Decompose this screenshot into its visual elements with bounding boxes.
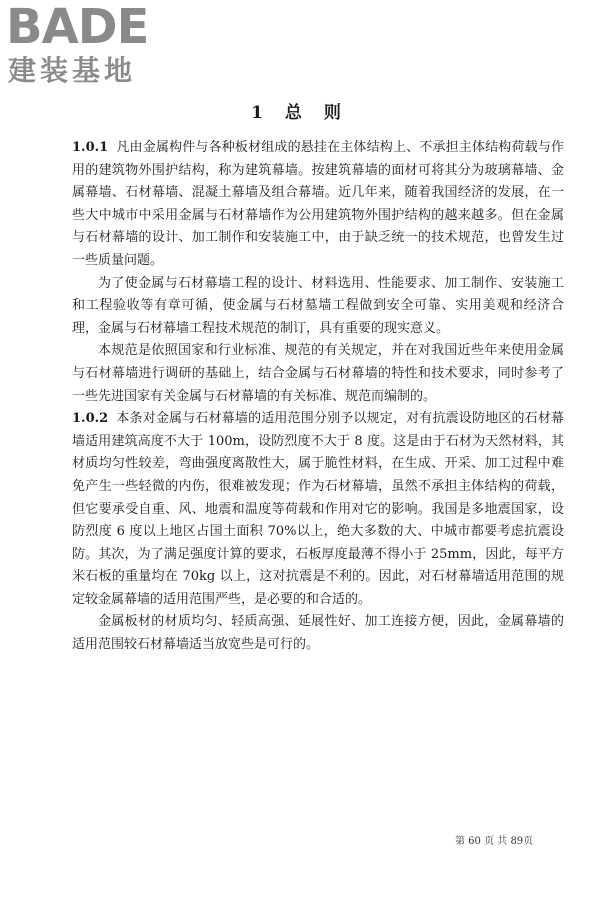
bade-watermark-logo [6, 2, 181, 92]
document-body [72, 137, 564, 657]
clause-number: 1.0.1 [72, 140, 109, 155]
clause-text: 本条对金属与石材幕墙的适用范围分别予以规定，对有抗震设防地区的石材幕墙适用建筑高度不大于 100m，设防烈度不大于 8 度。这是由于石材为天然材料，其材质均匀性较差，弯曲强度离散性大，属于脆性材料，在生成、开采、加工过程中难免产生一些轻微的内伤，很难被发现；作为石材幕墙，虽然不承担主体结构的荷载，但它要承受自重、风、地震和温度等荷载和作用对它的影响。我国是多地震国家，设防烈度 6 度以上地区占国土面积 70%以上，绝大多数的大、中城市都要考虑抗震设防。其次，为了满足强度计算的要求，石板厚度最薄不得小于 25mm，因此，每平方米石板的重量均在 70kg 以上，这对抗震是不利的。因此，对石材幕墙适用范围的规定较金属幕墙的适用范围严些，是必要的和合适的。 [72, 411, 564, 607]
paragraph: 为了使金属与石材幕墙工程的设计、材料选用、性能要求、加工制作、安装施工和工程验收等有章可循，使金属与石材墓墙工程做到安全可靠、实用美观和经济合理，金属与石材幕墙工程技术规范的制订，具有重要的现实意义。 [72, 275, 564, 336]
page-number: 第 60 页 共 89页 [455, 836, 534, 847]
clause-1-0-1 [72, 137, 564, 273]
watermark-brand-chinese: 建装基地 [8, 54, 137, 87]
clause-text: 凡由金属构件与各种板材组成的悬挂在主体结构上、不承担主体结构荷载与作用的建筑物外围护结构，称为建筑幕墙。按建筑幕墙的面材可将其分为玻璃幕墙、金属幕墙、石材幕墙、混凝土幕墙及组合幕墙。近几年来，随着我国经济的发展，在一些大中城市中采用金属与石材幕墙作为公用建筑物外围护结构的越来越多。但在金属与石材幕墙的设计、加工制作和安装施工中，由于缺乏统一的技术规范，也曾发生过一些质量问题。 [72, 140, 564, 268]
paragraph: 金属板材的材质均匀、轻质高强、延展性好、加工连接方便，因此，金属幕墙的适用范围较石材幕墙适当放宽些是可行的。 [72, 614, 564, 653]
section-title: 1 总 则 [251, 103, 349, 123]
clause-number: 1.0.2 [72, 411, 109, 427]
clause-1-0-2 [72, 408, 564, 611]
paragraph: 本规范是依照国家和行业标准、规范的有关规定，并在对我国近些年来使用金属与石材幕墙进行调研的基础上，结合金属与石材幕墙的特性和技术要求，同时参考了一些先进国家有关金属与石材幕墙的有关标准、规范而编制的。 [72, 343, 564, 404]
watermark-brand-latin: BADE [6, 0, 149, 55]
